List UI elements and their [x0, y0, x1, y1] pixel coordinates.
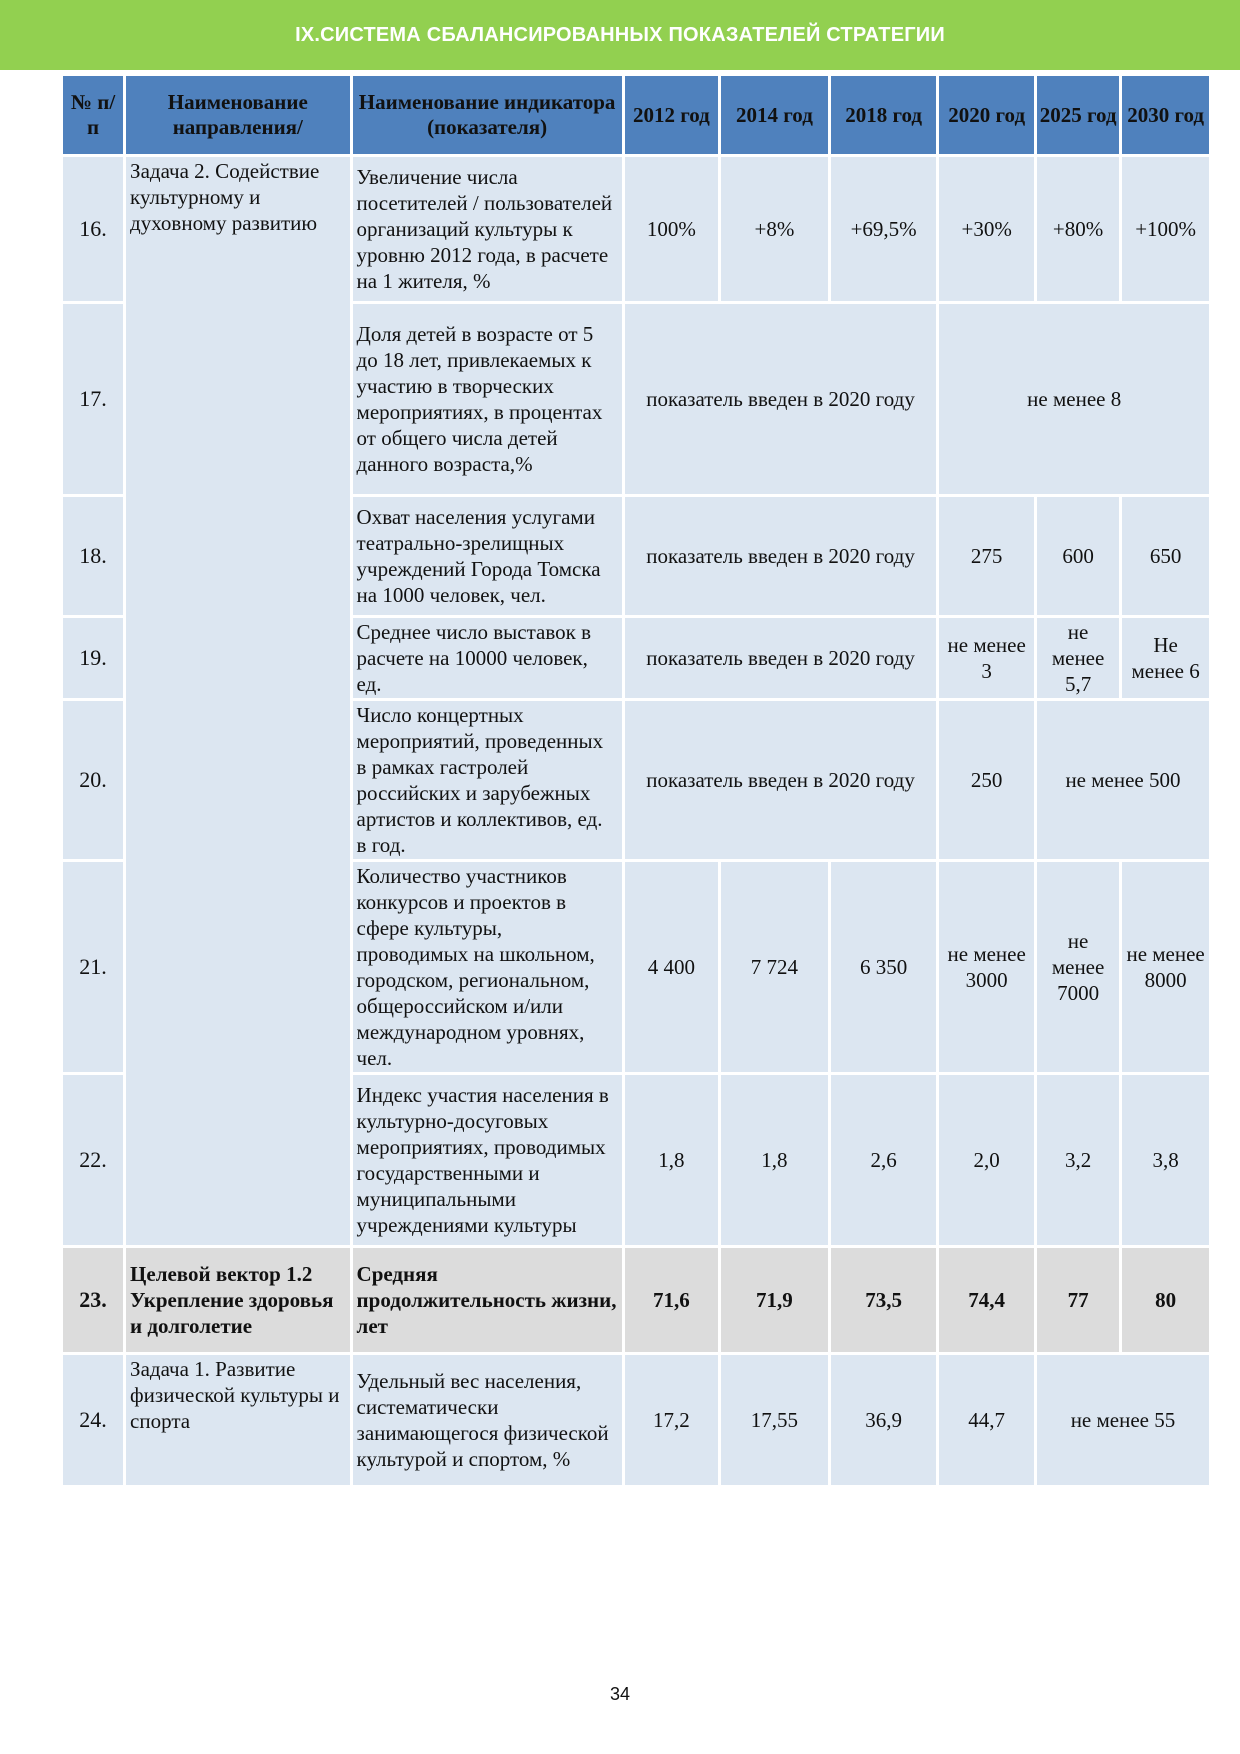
introduced-note: показатель введен в 2020 году: [625, 618, 937, 698]
table-row: [63, 1355, 1209, 1485]
page-number: 34: [609, 1684, 631, 1704]
value-2030: +100%: [1122, 157, 1209, 301]
row-number: 21.: [63, 862, 123, 1072]
table-header-row: [63, 76, 1209, 154]
indicator-cell: Удельный вес населения, систематически занимающегося физической культурой и спортом, %: [353, 1355, 622, 1485]
value-2030: не менее 8000: [1122, 862, 1209, 1072]
row-number: 22.: [63, 1075, 123, 1245]
value-2012: 100%: [625, 157, 718, 301]
value-2025: 77: [1037, 1248, 1119, 1352]
table-row: [63, 1248, 1209, 1352]
value-2012: 4 400: [625, 862, 718, 1072]
value-2025: не менее 5,7: [1037, 618, 1119, 698]
header-2018: 2018 год: [831, 76, 937, 154]
row-number: 19.: [63, 618, 123, 698]
value-2018: 73,5: [831, 1248, 937, 1352]
row-number: 20.: [63, 701, 123, 859]
value-2030: 80: [1122, 1248, 1209, 1352]
indicator-cell: Средняя продолжительность жизни, лет: [353, 1248, 622, 1352]
value-2014: 1,8: [721, 1075, 828, 1245]
value-2012: 71,6: [625, 1248, 718, 1352]
value-2020: 275: [939, 497, 1034, 615]
value-2018: 2,6: [831, 1075, 937, 1245]
value-2020: 250: [939, 701, 1034, 859]
direction-cell: Задача 1. Развитие физической культуры и спорта: [126, 1355, 350, 1485]
indicator-cell: Количество участников конкурсов и проектов в сфере культуры, проводимых на школьном, городском, региональном, общероссийском и/или международном уровнях, чел.: [353, 862, 622, 1072]
direction-cell: Задача 2. Содействие культурному и духовному развитию: [126, 157, 350, 1245]
row-number: 23.: [63, 1248, 123, 1352]
value-2025: 3,2: [1037, 1075, 1119, 1245]
value-2020: не менее 3: [939, 618, 1034, 698]
value-2025: не менее 7000: [1037, 862, 1119, 1072]
introduced-note: показатель введен в 2020 году: [625, 497, 937, 615]
header-num: № п/п: [63, 76, 123, 154]
section-banner: [0, 0, 1240, 70]
indicators-table: [60, 73, 1212, 1488]
header-2030: 2030 год: [1122, 76, 1209, 154]
value-2030: 3,8: [1122, 1075, 1209, 1245]
value-2020: 2,0: [939, 1075, 1034, 1245]
row-number: 18.: [63, 497, 123, 615]
indicator-cell: Число концертных мероприятий, проведенных в рамках гастролей российских и зарубежных артистов и коллективов, ед. в год.: [353, 701, 622, 859]
introduced-note: показатель введен в 2020 году: [625, 304, 937, 494]
value-2025: 600: [1037, 497, 1119, 615]
value-2025: +80%: [1037, 157, 1119, 301]
header-2012: 2012 год: [625, 76, 718, 154]
table-row: [63, 157, 1209, 301]
header-direction: Наименование направления/: [126, 76, 350, 154]
row-number: 17.: [63, 304, 123, 494]
value-2014: 17,55: [721, 1355, 828, 1485]
value-2014: 71,9: [721, 1248, 828, 1352]
value-2020: 44,7: [939, 1355, 1034, 1485]
header-2014: 2014 год: [721, 76, 828, 154]
value-2012: 1,8: [625, 1075, 718, 1245]
direction-cell: Целевой вектор 1.2 Укрепление здоровья и долголетие: [126, 1248, 350, 1352]
value-2018: 6 350: [831, 862, 937, 1072]
header-indicator: Наименование индикатора (показателя): [353, 76, 622, 154]
value-2014: +8%: [721, 157, 828, 301]
value-2018: +69,5%: [831, 157, 937, 301]
introduced-note: показатель введен в 2020 году: [625, 701, 937, 859]
target-value: не менее 8: [939, 304, 1209, 494]
value-2012: 17,2: [625, 1355, 718, 1485]
target-value: не менее 55: [1037, 1355, 1209, 1485]
section-title: IX.СИСТЕМА СБАЛАНСИРОВАННЫХ ПОКАЗАТЕЛЕЙ СТРАТЕГИИ: [295, 23, 945, 46]
value-2020: 74,4: [939, 1248, 1034, 1352]
row-number: 16.: [63, 157, 123, 301]
value-2014: 7 724: [721, 862, 828, 1072]
value-2020: +30%: [939, 157, 1034, 301]
value-2030: 650: [1122, 497, 1209, 615]
indicator-cell: Среднее число выставок в расчете на 10000 человек, ед.: [353, 618, 622, 698]
indicator-cell: Индекс участия населения в культурно-досуговых мероприятиях, проводимых государственными и муниципальными учреждениями культуры: [353, 1075, 622, 1245]
indicator-cell: Увеличение числа посетителей / пользователей организаций культуры к уровню 2012 года, в расчете на 1 жителя, %: [353, 157, 622, 301]
header-2025: 2025 год: [1037, 76, 1119, 154]
header-2020: 2020 год: [939, 76, 1034, 154]
indicator-cell: Доля детей в возрасте от 5 до 18 лет, привлекаемых к участию в творческих мероприятиях, в процентах от общего числа детей данного возраста,%: [353, 304, 622, 494]
indicator-cell: Охват населения услугами театрально-зрелищных учреждений Города Томска на 1000 человек, чел.: [353, 497, 622, 615]
target-value: не менее 500: [1037, 701, 1209, 859]
value-2030: Не менее 6: [1122, 618, 1209, 698]
row-number: 24.: [63, 1355, 123, 1485]
value-2020: не менее 3000: [939, 862, 1034, 1072]
value-2018: 36,9: [831, 1355, 937, 1485]
